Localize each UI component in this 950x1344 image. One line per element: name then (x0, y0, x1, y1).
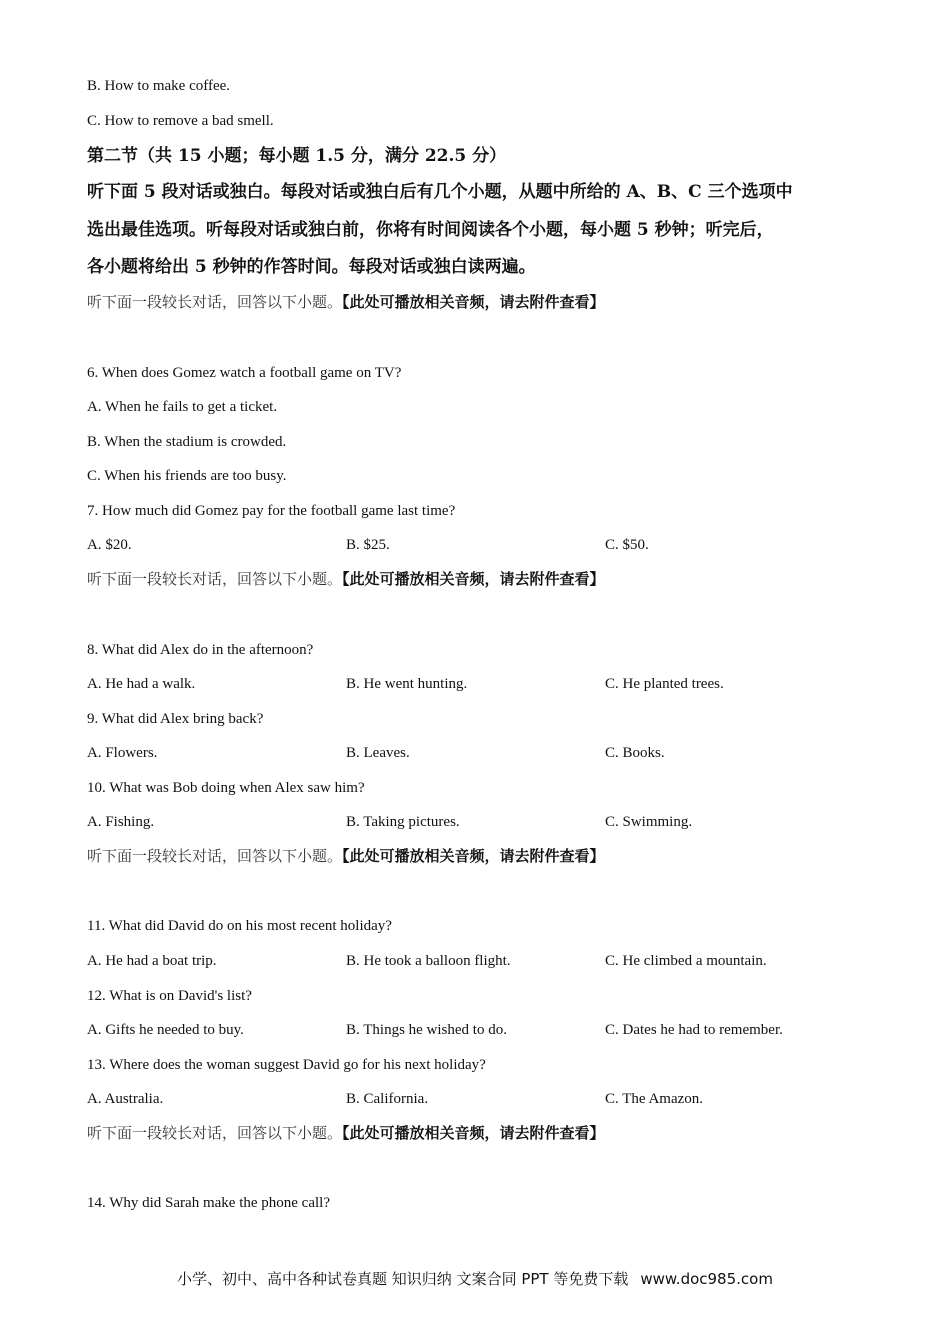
listening-note (87, 292, 605, 312)
q12-option-a: A. Gifts he needed to buy. (87, 1022, 244, 1038)
question-14: 14. Why did Sarah make the phone call? (87, 1195, 330, 1211)
q10-option-b: B. Taking pictures. (346, 814, 460, 830)
q8-option-b: B. He went hunting. (346, 676, 468, 692)
question-7: 7. How much did Gomez pay for the football game last time? (87, 503, 456, 519)
audio-note: 【此处可播放相关音频，请去附件查看】 (342, 1124, 605, 1142)
option-c-prev: C. How to remove a bad smell. (87, 113, 274, 129)
q12-option-c: C. Dates he had to remember. (605, 1022, 783, 1038)
footer-text: 小学、初中、高中各种试卷真题 知识归纳 文案合同 PPT 等免费下载 (177, 1270, 629, 1288)
q13-option-a: A. Australia. (87, 1091, 164, 1107)
q8-option-a: A. He had a walk. (87, 676, 196, 692)
audio-note: 【此处可播放相关音频，请去附件查看】 (342, 570, 605, 588)
q13-option-b: B. California. (346, 1091, 429, 1107)
question-12: 12. What is on David's list? (87, 988, 252, 1004)
q9-option-a: A. Flowers. (87, 745, 158, 761)
question-11: 11. What did David do on his most recent holiday? (87, 918, 392, 934)
q10-option-a: A. Fishing. (87, 814, 155, 830)
listening-note (87, 569, 605, 589)
note-text: 听下面一段较长对话，回答以下小题。 (87, 570, 343, 588)
section-title: 第二节（共 15 小题；每小题 1.5 分，满分 22.5 分） (87, 146, 507, 166)
q7-option-b: B. $25. (346, 537, 390, 553)
q12-option-b: B. Things he wished to do. (346, 1022, 507, 1038)
option-b-prev: B. How to make coffee. (87, 78, 231, 94)
q9-option-b: B. Leaves. (346, 745, 410, 761)
instructions-line-2: 选出最佳选项。听每段对话或独白前，你将有时间阅读各个小题，每小题 5 秒钟；听完后， (87, 220, 774, 240)
instructions-line-3: 各小题将给出 5 秒钟的作答时间。每段对话或独白读两遍。 (87, 257, 536, 277)
note-text: 听下面一段较长对话，回答以下小题。 (87, 1124, 343, 1142)
q6-option-b: B. When the stadium is crowded. (87, 434, 287, 450)
q11-option-c: C. He climbed a mountain. (605, 953, 767, 969)
q8-option-c: C. He planted trees. (605, 676, 724, 692)
audio-note: 【此处可播放相关音频，请去附件查看】 (342, 293, 605, 311)
q11-option-a: A. He had a boat trip. (87, 953, 217, 969)
note-text: 听下面一段较长对话，回答以下小题。 (87, 847, 343, 865)
q11-option-b: B. He took a balloon flight. (346, 953, 511, 969)
question-6: 6. When does Gomez watch a football game on TV? (87, 365, 402, 381)
listening-note (87, 1123, 605, 1143)
page-footer (0, 1268, 950, 1289)
q13-option-c: C. The Amazon. (605, 1091, 704, 1107)
question-9: 9. What did Alex bring back? (87, 711, 264, 727)
q10-option-c: C. Swimming. (605, 814, 693, 830)
question-10: 10. What was Bob doing when Alex saw him? (87, 780, 365, 796)
q6-option-a: A. When he fails to get a ticket. (87, 399, 278, 415)
q9-option-c: C. Books. (605, 745, 665, 761)
footer-url[interactable]: www.doc985.com (640, 1270, 773, 1288)
listening-note (87, 846, 605, 866)
q7-option-a: A. $20. (87, 537, 132, 553)
q6-option-c: C. When his friends are too busy. (87, 468, 287, 484)
note-text: 听下面一段较长对话，回答以下小题。 (87, 293, 343, 311)
audio-note: 【此处可播放相关音频，请去附件查看】 (342, 847, 605, 865)
question-13: 13. Where does the woman suggest David go for his next holiday? (87, 1057, 486, 1073)
q7-option-c: C. $50. (605, 537, 649, 553)
instructions-line-1: 听下面 5 段对话或独白。每段对话或独白后有几个小题，从题中所给的 A、B、C 三个选项中 (87, 182, 793, 202)
question-8: 8. What did Alex do in the afternoon? (87, 642, 314, 658)
